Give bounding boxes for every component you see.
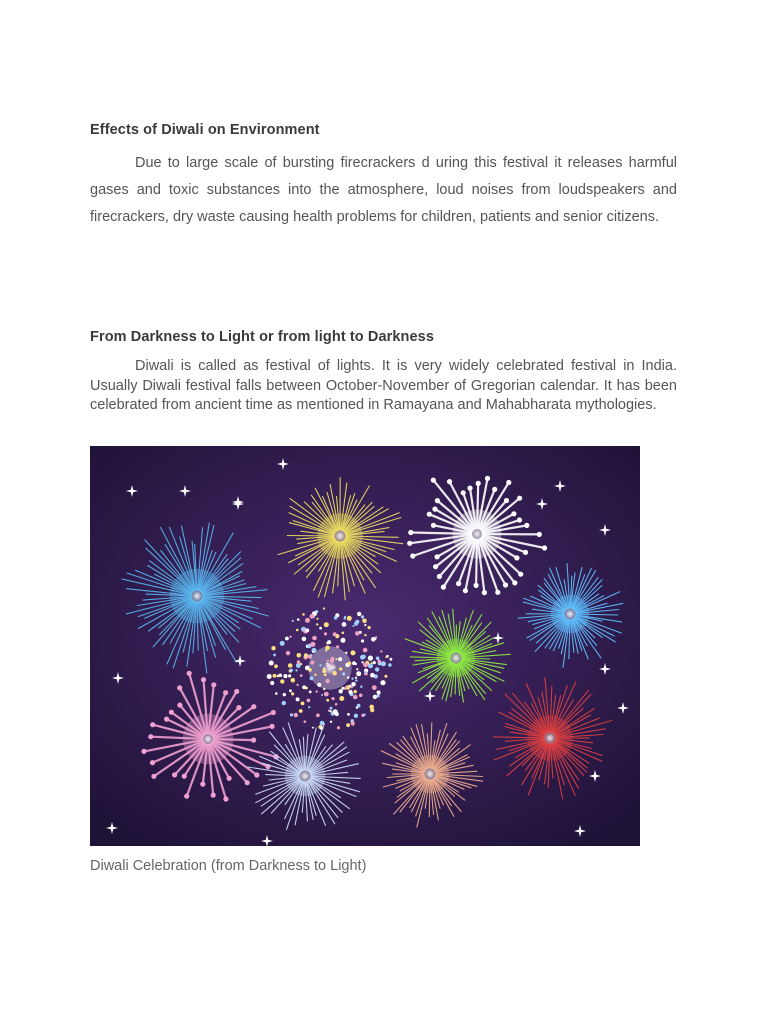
- fireworks-image: [90, 446, 640, 846]
- fireworks-illustration: [90, 446, 640, 846]
- section-heading-darkness-to-light: From Darkness to Light or from light to Darkness: [90, 329, 434, 345]
- paragraph-festival-of-lights: Diwali is called as festival of lights. It is very widely celebrated festival in India. Usually Diwali festival falls between October-November of Gregorian calendar. It has been celebrated from ancient time as mentioned in Ramayana and Mahabharata mythologies.: [90, 358, 677, 413]
- figure-caption: Diwali Celebration (from Darkness to Light): [90, 858, 367, 874]
- night-sky-background: [90, 446, 640, 846]
- section-heading-environment: Effects of Diwali on Environment: [90, 122, 320, 138]
- paragraph-environment: Due to large scale of bursting firecrackers d uring this festival it releases harmful gases and toxic substances into the atmosphere, loud noises from loudspeakers and firecrackers, dry waste causing health problems for children, patients and senior citizens.: [90, 155, 677, 225]
